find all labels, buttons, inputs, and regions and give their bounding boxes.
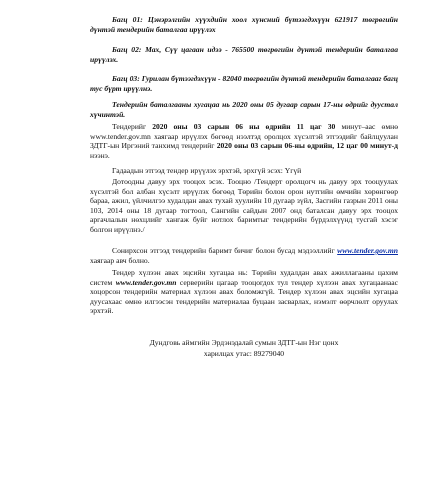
lot-03-text: Гурилан бүтээгдэхүүн - 82040 төгрөгийн дүнтэй тендерийн баталгааг багц тус бүрт ирүүлнэ.: [90, 74, 398, 93]
validity-note: Тендерийн баталгааны хугацаа нь 2020 оны 05 дугаар сарын 17-ны өдрийг дуустал хүчинтэй.: [90, 100, 398, 119]
lot-03-label: Багц 03:: [112, 74, 140, 83]
foreign-bidder-line: Гадаадын этгээд тендер ирүүлэх эрхтэй, эрхгүй эсэх: Үгүй: [112, 166, 302, 175]
interested-tail: хаягаар авч болно.: [90, 255, 150, 265]
tender-link[interactable]: www.tender.gov.mn: [337, 246, 398, 255]
submission-part3: нээнэ.: [90, 150, 110, 160]
lot-01: [90, 15, 398, 34]
lot-01-label: Багц 01:: [112, 15, 143, 24]
submission-part2: минут–аас өмнө www.tender.gov.mn хаягаар ирүүлэх бөгөөд нээлтэд оролцох хүсэлтэй этгээдийг байлцуулан ЗДТГ-ын Иргэний танхимд тендерийг: [90, 122, 398, 151]
lot-03: [90, 74, 398, 93]
deadline-paragraph: [90, 268, 398, 316]
interested-parties-paragraph: [90, 246, 398, 265]
domestic-preference-paragraph: Дотоодны давуу эрх тооцох эсэх. Тооцно /Тендерт оролцогч нь давуу эрх тооцуулах хүсэлтэй бол албан хүсэлт ирүүлэх бөгөөд Төрийн болон орон нутгийн өмчийн хөрөнгөөр бараа, ажил, үйлчилгээ худалдан авах тухай хуулийн 10 дугаар зүйл, Засгийн газрын 2011 оны 103, 2014 оны 18 дугаар тогтоол, Сангийн сайдын 2007 онд баталсан давуу эрх тооцох аргачлалын нөхцлийг хангаж буйг нотлох баримтыг тендерийн бүрдэлхүүнд тусгай хэсэг болгон ирүүлнэ./: [90, 177, 398, 234]
lot-02-text: Мах, Сүү цагаан идээ - 765500 төгрөгийн дүнтэй тендерийн баталгаа ирүүлэх.: [90, 45, 398, 64]
purchase-link[interactable]: www.tender.gov.mn: [115, 277, 177, 287]
submission-deadline: 2020 оны 03 сарын 06 ны өдрийн 11 цаг 30: [152, 122, 336, 131]
footer-org: Дундговь аймгийн Эрдэнэдалай сумын ЗДТГ-ын Нэг цонх: [149, 338, 339, 347]
lot-02-label: Багц 02:: [112, 45, 142, 54]
footer-phone: харилцах утас: 89279040: [203, 349, 285, 358]
purchase-part2: серверийн цагаар тооцогдох тул тендер хүлээн авах хугацаанаас хоцорсон тендерийн материал хүлээн авах боломжгүй. Тендер хүлээн авах эцсийн хугацаа дуусахаас өмнө илгээсэн тендерийн материалаа буцаан засварлах, нэмэлт өөрчлөлт оруулах эрхтэй.: [90, 277, 398, 316]
submission-paragraph: [90, 122, 398, 160]
opening-time: 2020 оны 03 сарын 06-ны өдрийн, 12 цаг 00 минут-д: [216, 141, 398, 151]
submission-part1: Тендерийг: [112, 122, 153, 131]
purchase-part1: Тендер хүлээн авах эцсийн хугацаа нь: Төрийн худалдан авах ажиллагааны цахим систем: [90, 268, 398, 287]
interested-text: Сонирхсон этгээд тендерийн баримт бичиг болон бусад мэдээллийг: [112, 246, 335, 255]
lot-02: [90, 45, 398, 64]
lot-01-text: Цэнэрэлгийн хүүхдийн хоол хүнсний бүтээгдэхүүн 621917 төгрөгийн дүнтэй тендерийн баталгаа ирүүлэх: [90, 15, 398, 34]
